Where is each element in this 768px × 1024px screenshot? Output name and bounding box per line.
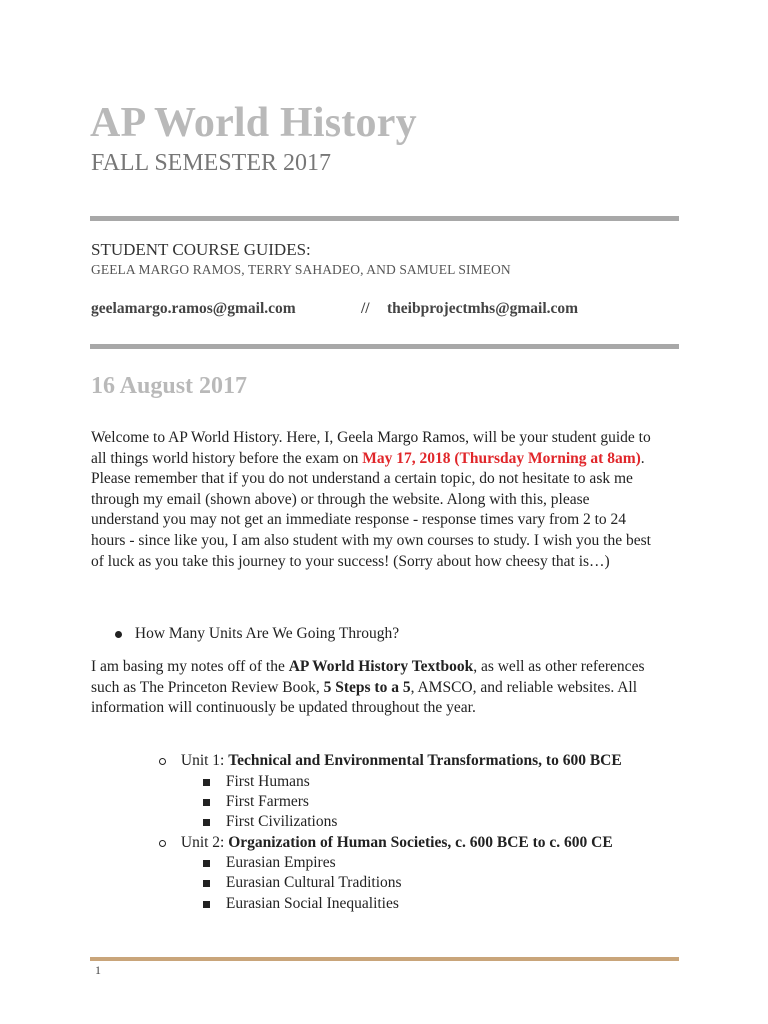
topic-text: Eurasian Social Inequalities xyxy=(225,895,399,912)
topic-text: First Farmers xyxy=(225,793,309,810)
notes-bold-1: AP World History Textbook xyxy=(288,658,474,675)
notes-text-2: , as well as other references such as The Princeton Review Book, xyxy=(91,658,645,696)
square-bullet-icon xyxy=(203,819,210,826)
topic-text: Eurasian Empires xyxy=(225,854,336,871)
topic-item xyxy=(203,772,310,792)
notes-text-3: , AMSCO, and reliable websites. All information will continuously be updated throughout the year. xyxy=(91,678,638,717)
topic-item xyxy=(203,894,399,914)
square-bullet-icon xyxy=(203,799,210,806)
guides-names: GEELA MARGO RAMOS, TERRY SAHADEO, AND SAMUEL SIMEON xyxy=(91,262,511,277)
unit-prefix: Unit 2: xyxy=(180,834,229,851)
circle-bullet-icon xyxy=(159,758,166,765)
topic-text: First Civilizations xyxy=(225,813,338,830)
square-bullet-icon xyxy=(203,901,210,908)
topic-item xyxy=(203,812,337,832)
square-bullet-icon xyxy=(203,860,210,867)
question-bullet xyxy=(115,624,399,644)
square-bullet-icon xyxy=(203,880,210,887)
bullet-dot-icon xyxy=(115,631,122,638)
unit-prefix: Unit 1: xyxy=(180,752,229,769)
top-divider xyxy=(90,216,679,221)
notes-paragraph xyxy=(91,657,646,719)
unit-name: Organization of Human Societies, c. 600 BCE to c. 600 CE xyxy=(228,834,613,851)
topic-text: First Humans xyxy=(225,773,310,790)
entry-date-heading: 16 August 2017 xyxy=(91,373,248,399)
unit-item xyxy=(159,751,622,771)
topic-text: Eurasian Cultural Traditions xyxy=(225,874,402,891)
email-separator: // xyxy=(361,300,370,317)
email-link-1[interactable]: geelamargo.ramos@gmail.com xyxy=(91,300,296,317)
guides-label: STUDENT COURSE GUIDES: xyxy=(91,240,311,259)
email-link-2[interactable]: theibprojectmhs@gmail.com xyxy=(387,300,579,317)
exam-date-highlight: May 17, 2018 (Thursday Morning at 8am) xyxy=(362,449,641,467)
document-title: AP World History xyxy=(90,100,417,146)
footer-divider xyxy=(90,957,679,961)
document-subtitle: FALL SEMESTER 2017 xyxy=(91,150,332,176)
unit-name: Technical and Environmental Transformations, to 600 BCE xyxy=(228,752,622,769)
topic-item xyxy=(203,873,402,893)
topic-item xyxy=(203,853,336,873)
square-bullet-icon xyxy=(203,779,210,786)
question-text: How Many Units Are We Going Through? xyxy=(134,625,400,642)
notes-bold-2: 5 Steps to a 5 xyxy=(323,678,411,696)
header-bottom-divider xyxy=(90,344,679,349)
circle-bullet-icon xyxy=(159,840,166,847)
welcome-paragraph xyxy=(91,428,651,572)
notes-text-1: I am basing my notes off of the xyxy=(91,658,289,675)
welcome-text-2: . Please remember that if you do not understand a certain topic, do not hesitate to ask me through my email (shown above) or through the website. Along with this, please understand you may not get an immediate response - response times vary from 2 to 24 hours - since like you, I am also student with my own courses to study. I wish you the best of luck as you take this journey to your success! (Sorry about how cheesy that is…) xyxy=(91,449,651,570)
unit-item xyxy=(159,833,613,853)
topic-item xyxy=(203,792,309,812)
welcome-text-1: Welcome to AP World History. Here, I, Geela Margo Ramos, will be your student guide to all things world history before the exam on xyxy=(91,429,651,467)
page-number: 1 xyxy=(95,963,101,977)
